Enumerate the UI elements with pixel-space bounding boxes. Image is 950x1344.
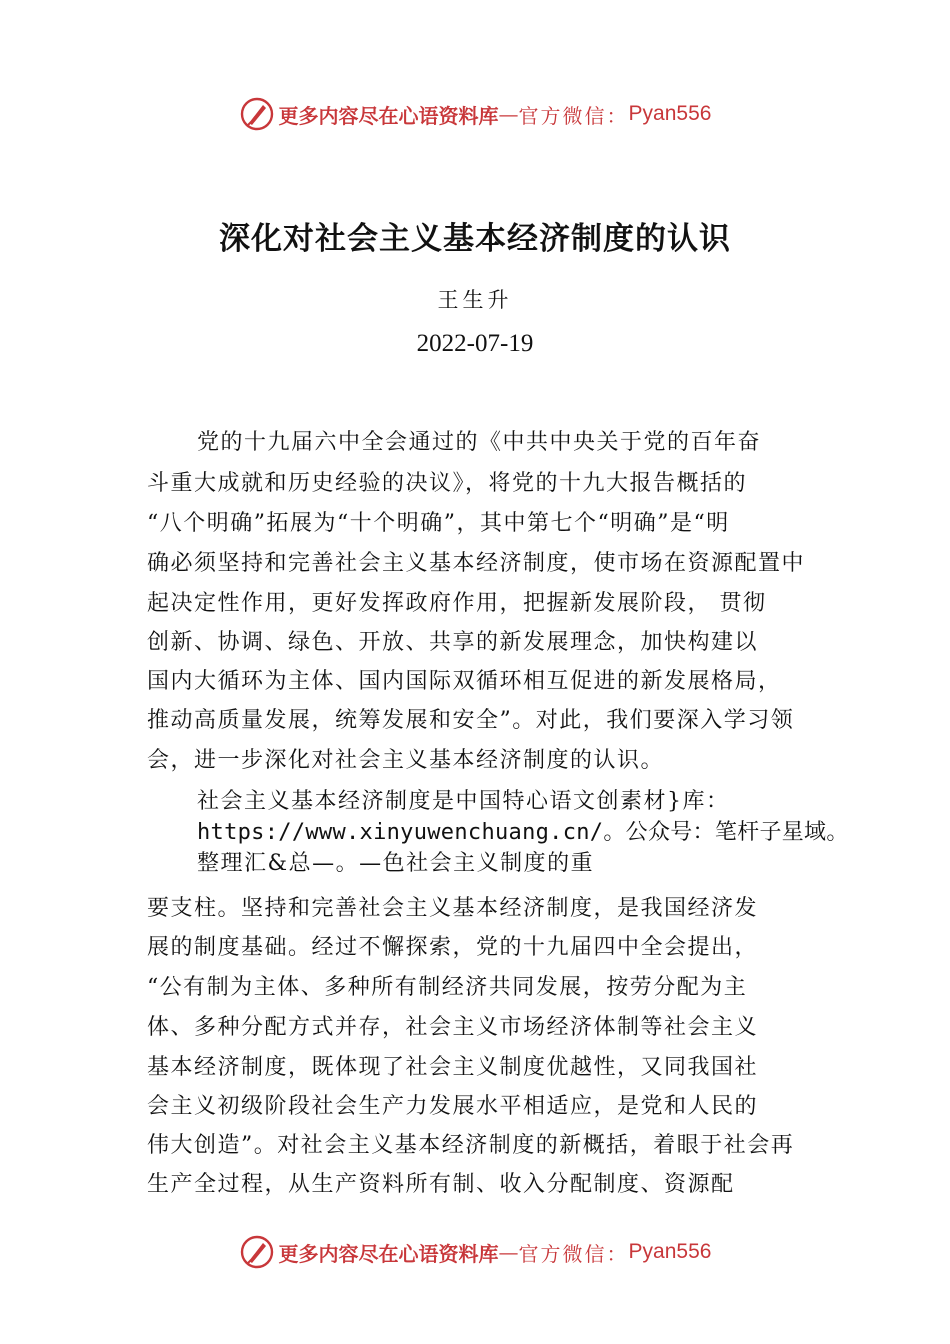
- banner-text: 更多内容尽在心语资料库: [278, 1241, 499, 1266]
- quill-pen-logo-icon: [239, 96, 275, 132]
- insert-url-line: https://www.xinyuwenchuang.cn/。公众号：笔杆子星域。: [197, 820, 849, 845]
- paragraph-line: 创新、协调、绿色、开放、共享的新发展理念，加快构建以: [147, 630, 759, 655]
- paragraph-line: 确必须坚持和完善社会主义基本经济制度，使市场在资源配置中: [147, 551, 806, 576]
- paragraph-line: 推动高质量发展，统筹发展和安全”。对此，我们要深入学习领: [147, 708, 795, 733]
- paragraph-line: 要支柱。坚持和完善社会主义基本经济制度，是我国经济发: [147, 896, 759, 921]
- insert-line: 社会主义基本经济制度是中国特心语文创素材}库：: [197, 789, 730, 814]
- banner-separator: —: [498, 102, 519, 126]
- paragraph-line: “公有制为主体、多种所有制经济共同发展，按劳分配为主: [147, 975, 748, 1000]
- header-watermark-banner: [0, 94, 950, 134]
- paragraph-line: “八个明确”拓展为“十个明确”，其中第七个“明确”是“明: [147, 511, 730, 536]
- paragraph-line: 斗重大成就和历史经验的决议》，将党的十九大报告概括的: [147, 471, 748, 496]
- document-title: 深化对社会主义基本经济制度的认识: [219, 221, 731, 257]
- paragraph-line: 会，进一步深化对社会主义基本经济制度的认识。: [147, 748, 665, 773]
- banner-separator: —: [498, 1240, 519, 1264]
- banner-contact-label: 官方微信：: [518, 103, 629, 128]
- paragraph-line: 基本经济制度，既体现了社会主义制度优越性，又同我国社: [147, 1055, 759, 1080]
- insert-line: 整理汇&总—。—色社会主义制度的重: [197, 851, 595, 876]
- banner-text: 更多内容尽在心语资料库: [278, 103, 499, 128]
- paragraph-line: 党的十九届六中全会通过的《中共中央关于党的百年奋: [197, 430, 762, 455]
- banner-wechat-id: Pyan556: [628, 102, 712, 125]
- author-name: 王生升: [437, 288, 513, 312]
- paragraph-line: 国内大循环为主体、国内国际双循环相互促进的新发展格局，: [147, 669, 782, 694]
- banner-wechat-id: Pyan556: [628, 1240, 712, 1263]
- paragraph-line: 体、多种分配方式并存，社会主义市场经济体制等社会主义: [147, 1015, 759, 1040]
- paragraph-line: 展的制度基础。经过不懈探索，党的十九届四中全会提出，: [147, 935, 759, 960]
- paragraph-line: 起决定性作用，更好发挥政府作用，把握新发展阶段， 贯彻: [147, 591, 767, 616]
- publish-date: 2022-07-19: [416, 330, 534, 357]
- footer-watermark-banner: [0, 1232, 950, 1272]
- banner-contact-label: 官方微信：: [518, 1241, 629, 1266]
- quill-pen-logo-icon: [239, 1234, 275, 1270]
- paragraph-line: 伟大创造”。对社会主义基本经济制度的新概括，着眼于社会再: [147, 1133, 795, 1158]
- paragraph-line: 生产全过程，从生产资料所有制、收入分配制度、资源配: [147, 1172, 735, 1197]
- paragraph-line: 会主义初级阶段社会生产力发展水平相适应，是党和人民的: [147, 1094, 759, 1119]
